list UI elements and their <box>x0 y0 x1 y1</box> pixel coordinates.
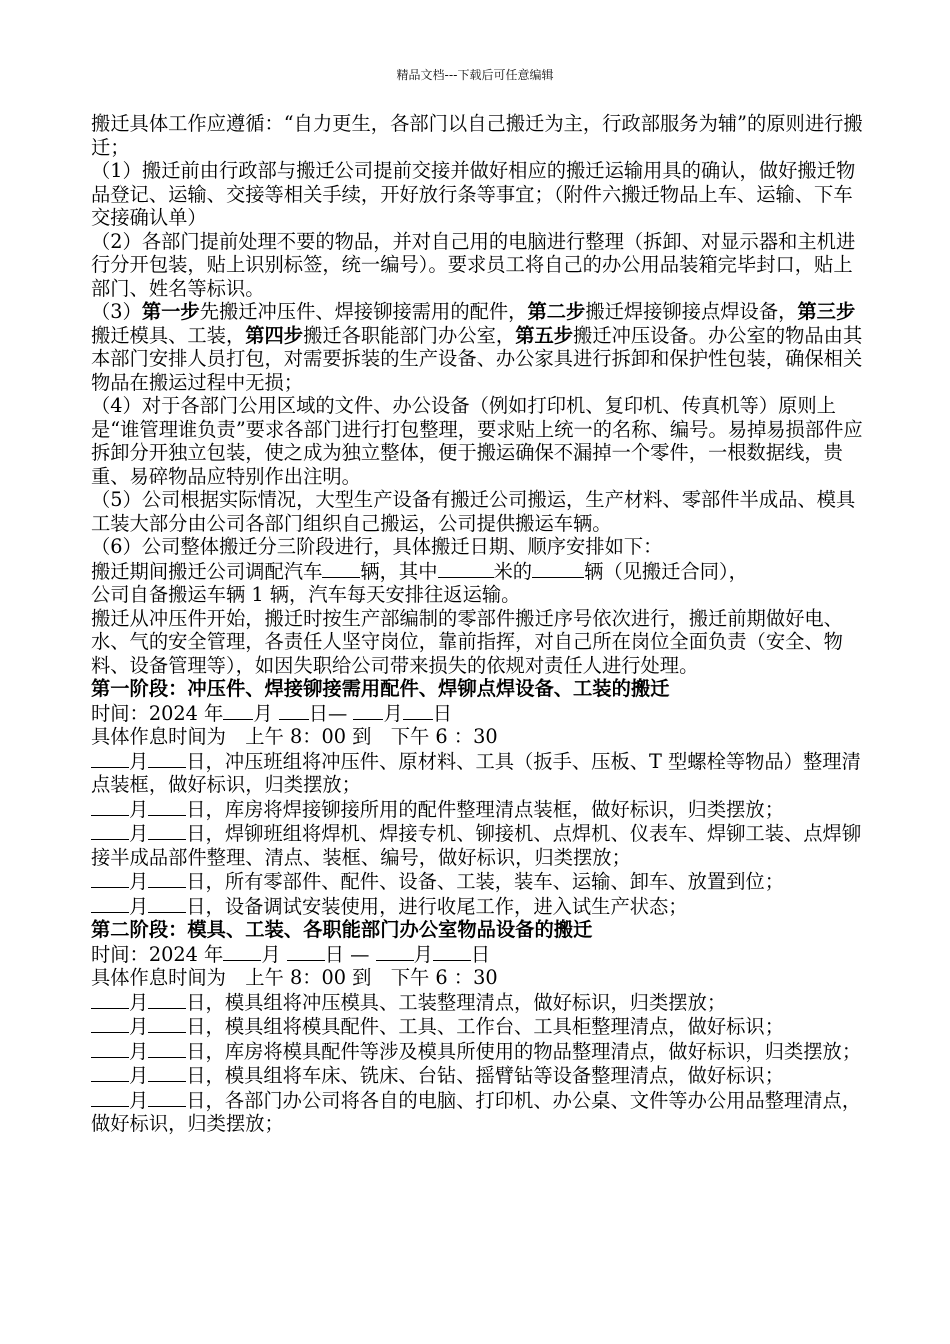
schedule-item <box>91 990 866 1015</box>
text: 日 <box>470 942 491 966</box>
text: 日 — <box>324 942 376 966</box>
text: 月 <box>129 1039 149 1063</box>
paragraph-own-vehicles: 公司自备搬运车辆 1 辆，汽车每天安排往返运输。 <box>91 583 521 606</box>
blank-field <box>148 869 186 888</box>
blank-field <box>91 894 129 913</box>
text: 月 <box>129 990 149 1014</box>
blank-field <box>91 821 129 840</box>
step-label: 第四步 <box>245 323 304 347</box>
text: （3） <box>91 300 142 323</box>
stage-1-items <box>91 749 866 919</box>
text: 时间：2024 年 <box>91 942 224 966</box>
blank-field <box>148 749 186 768</box>
blank-field <box>532 559 584 578</box>
text: 辆（见搬迁合同）， <box>584 559 748 583</box>
text: 月 <box>253 701 279 725</box>
schedule-item <box>91 797 866 822</box>
blank-field <box>91 1063 129 1082</box>
text: 日， <box>186 1039 225 1063</box>
blank-field <box>279 701 309 720</box>
step-label: 第二步 <box>527 300 586 323</box>
paragraph-step-3 <box>91 300 866 394</box>
schedule-item <box>91 1063 866 1088</box>
text: 日— <box>308 701 354 725</box>
blank-field <box>148 1063 186 1082</box>
blank-field <box>322 559 360 578</box>
text: 日， <box>186 870 225 893</box>
stage-1-time <box>91 701 866 726</box>
paragraph-step-2: （2）各部门提前处理不要的物品，并对自己用的电脑进行整理（拆卸、对显示器和主机进行分开包装，贴上识别标签，统一编号）。要求员工将自己的办公用品装箱完毕封口，贴上部门、姓名等标识。 <box>91 229 856 300</box>
step-label: 第五步 <box>515 323 574 347</box>
paragraph-step-6: （6）公司整体搬迁分三阶段进行，具体搬迁日期、顺序安排如下： <box>91 535 663 558</box>
text: 辆，其中 <box>360 559 438 583</box>
blank-field <box>148 990 186 1009</box>
text: 搬迁各职能部门办公室， <box>303 323 516 347</box>
text: 搬迁模具、工装， <box>91 323 246 347</box>
blank-field <box>223 701 253 720</box>
stage-2-title: 第二阶段：模具、工装、各职能部门办公室物品设备的搬迁 <box>91 918 593 941</box>
text: 焊铆班组将焊机、焊接专机、铆接机、点焊机、仪表车、焊铆工装、点焊铆接半成品部件整理、清点、装框、编号，做好标识，归类摆放； <box>91 822 862 869</box>
schedule-item <box>91 821 866 869</box>
text: 月 <box>129 1015 149 1038</box>
document-body <box>91 112 866 1136</box>
schedule-item <box>91 749 866 797</box>
stage-2-items <box>91 990 866 1136</box>
paragraph-step-5: （5）公司根据实际情况，大型生产设备有搬迁公司搬运，生产材料、零部件半成品、模具工装大部分由公司各部门组织自己搬运，公司提供搬运车辆。 <box>91 488 856 535</box>
blank-field <box>287 942 325 961</box>
text: 月 <box>383 701 403 725</box>
stage-2-hours: 具体作息时间为 上午 8：00 到 下午 6 ：30 <box>91 966 498 989</box>
blank-field <box>91 797 129 816</box>
text: 月 <box>261 942 287 966</box>
text: 日， <box>186 822 225 845</box>
schedule-item <box>91 869 866 894</box>
text: 日， <box>186 1015 225 1038</box>
paragraph-sequence: 搬迁从冲压件开始，搬迁时按生产部编制的零部件搬迁序号依次进行，搬迁前期做好电、水、气的安全管理，各责任人坚守岗位，靠前指挥，对自己所在岗位全面负责（安全、物料、设备管理等），如因失职给公司带来损失的依规对责任人进行处理。 <box>91 606 843 677</box>
blank-field <box>91 1014 129 1033</box>
text: 日， <box>186 990 225 1014</box>
schedule-item <box>91 894 866 919</box>
text: 月 <box>413 942 433 966</box>
blank-field <box>148 1014 186 1033</box>
text: 月 <box>129 1088 149 1112</box>
paragraph-step-4: （4）对于各部门公用区域的文件、办公设备（例如打印机、复印机、传真机等）原则上是“谁管理谁负责”要求各部门进行打包整理，要求贴上统一的名称、编号。易掉易损部件应拆卸分开独立包装，使之成为独立整体，便于搬运确保不漏掉一个零件，一根数据线，贵重、易碎物品应特别作出注明。 <box>91 394 863 488</box>
paragraph-vehicles <box>91 559 866 584</box>
text: 日， <box>186 894 225 918</box>
blank-field <box>91 990 129 1009</box>
step-label: 第三步 <box>797 300 856 323</box>
blank-field <box>148 821 186 840</box>
blank-field <box>376 942 414 961</box>
text: 月 <box>129 749 149 773</box>
stage-2-time <box>91 942 866 967</box>
text: 日， <box>186 749 225 773</box>
text: 各部门办公司将各自的电脑、打印机、办公桌、文件等办公用品整理清点，做好标识，归类摆放； <box>91 1088 862 1135</box>
page-header: 精品文档---下载后可任意编辑 <box>396 68 554 82</box>
blank-field <box>403 701 433 720</box>
text: 搬迁冲压设备。办公室的物品由其本部门安排人员打包，对需要拆装的生产设备、办公家具进行拆卸和保护性包装，确保相关物品在搬运过程中无损； <box>91 323 863 394</box>
text: 时间：2024 年 <box>91 701 224 725</box>
text: 日， <box>186 1088 225 1112</box>
blank-field <box>148 1088 186 1107</box>
schedule-item <box>91 1088 866 1136</box>
blank-field <box>91 749 129 768</box>
text: 月 <box>129 1064 149 1087</box>
text: 月 <box>129 894 149 918</box>
blank-field <box>91 1039 129 1058</box>
schedule-item <box>91 1014 866 1039</box>
text: 月 <box>129 797 149 821</box>
text: 模具组将冲压模具、工装整理清点，做好标识，归类摆放； <box>224 990 727 1014</box>
text: 月 <box>129 822 149 845</box>
blank-field <box>91 1088 129 1107</box>
text: 搬迁焊接铆接点焊设备， <box>585 300 798 323</box>
text: 模具组将车床、铣床、台钻、摇臂钻等设备整理清点，做好标识； <box>224 1064 784 1087</box>
text: 冲压班组将冲压件、原材料、工具（扳手、压板、T 型螺栓等物品）整理清点装框，做好标识，归类摆放； <box>91 749 861 796</box>
text: 日， <box>186 1064 225 1087</box>
paragraph-principle: 搬迁具体工作应遵循：“自力更生，各部门以自己搬迁为主，行政部服务为辅”的原则进行搬迁； <box>91 112 863 159</box>
blank-field <box>91 869 129 888</box>
stage-1-title: 第一阶段：冲压件、焊接铆接需用配件、焊铆点焊设备、工装的搬迁 <box>91 677 670 700</box>
blank-field <box>148 894 186 913</box>
blank-field <box>148 1039 186 1058</box>
text: 日， <box>186 797 225 821</box>
schedule-item <box>91 1039 866 1064</box>
text: 先搬迁冲压件、焊接铆接需用的配件， <box>199 300 528 323</box>
blank-field <box>438 559 494 578</box>
text: 设备调试安装使用，进行收尾工作，进入试生产状态； <box>224 894 688 918</box>
text: 月 <box>129 870 149 893</box>
text: 米的 <box>493 559 533 583</box>
blank-field <box>223 942 261 961</box>
paragraph-step-1: （1）搬迁前由行政部与搬迁公司提前交接并做好相应的搬迁运输用具的确认，做好搬迁物品登记、运输、交接等相关手续，开好放行条等事宜；（附件六搬迁物品上车、运输、下车交接确认单） <box>91 159 856 229</box>
blank-field <box>148 797 186 816</box>
text: 库房将模具配件等涉及模具所使用的物品整理清点，做好标识，归类摆放； <box>224 1039 862 1063</box>
text: 库房将焊接铆接所用的配件整理清点装框，做好标识，归类摆放； <box>224 797 784 821</box>
stage-1-hours: 具体作息时间为 上午 8：00 到 下午 6 ：30 <box>91 725 498 748</box>
blank-field <box>433 942 471 961</box>
text: 搬迁期间搬迁公司调配汽车 <box>91 559 323 583</box>
text: 模具组将模具配件、工具、工作台、工具柜整理清点，做好标识； <box>224 1015 784 1038</box>
text: 所有零部件、配件、设备、工装，装车、运输、卸车、放置到位； <box>224 870 784 893</box>
text: 日 <box>432 701 453 725</box>
step-label: 第一步 <box>141 300 200 323</box>
blank-field <box>353 701 383 720</box>
